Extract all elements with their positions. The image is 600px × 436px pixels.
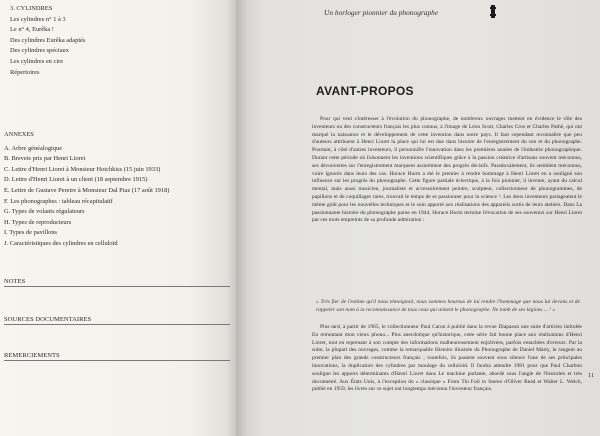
toc-item: 3. CYLINDRES [10,5,53,12]
toc-item: Répertoires [10,68,40,76]
toc-item: Le n° 4, Eurêka ! [10,26,54,34]
annex-item: D. Lettre d'Henri Lioret à un client (18 septembre 1915) [4,176,148,184]
page-number: 11 [588,372,595,379]
paragraph-1-text: Pour qui veut s'intéresser à l'évolution du phonographe, de nombreux ouvrages mettent en évidence le rôle des inventeurs ou des constructeurs français les plus connus, à l'image de Léon Scott, Charles Cros et Charles Pathé, qui ont marqué la naissance et le développement de cette invention dans notre pays. Il faut cependant reconnaître que peu d'auteurs attribuent à Henri Lioret la place qui lui est due dans histoire de l'enregistrement du son et du phonographe. Pourtant, à côté d'autres inventeurs, il personnifie l'innovation dans les premières années de l'industrie phonographique. Durant cette période où foisonnent les inventions scientifiques grâce à la passion créatrice d'artisans souvent méconnus, ses découvertes sur l'enregistrement marquent assurément des progrès décisifs. Paradoxalement, ils semblent méconnus, voire ignorés dans leurs des cas. Horace Hurm a été le premier à rendre hommage à Henri Lioret en a souligné son influence sur les progrès du phonographe. Cette figure partiale éclectique, à la fois pionnier, il invente, ayant du calcul mental, mais aussi musicien, journaliste et accessoirement peintre, sculpteur, collectionneur de phonogrammes, de papillons et de coquillages rares, trouvait le temps de se passionner pour la science ¹. Les deux inventeurs partageaient le même goût pour les nouvelles techniques et le soin apporté aux réalisations des appareils sortis de leurs ateliers. Dans La passionnante histoire du phonographe parue en 1944, Horace Hurm termine l'évocation de ses souvenirs sur Henri Lioret par ces mots empreints de sa profonde admiration : [312,116,582,224]
toc-item: Les cylindres en cire [10,57,64,65]
running-header: Un horloger pionnier du phonographe [324,8,439,17]
paragraph-2 [312,324,582,394]
annex-item: G. Types de volants régulateurs [4,208,85,216]
annex-item: A. Arbre généalogique [4,144,63,152]
table-of-contents-cylindres [10,4,85,78]
notes-heading: NOTES [4,278,26,285]
quote-block: « Très fier de l'estime qu'il nous témoignait, nous sommes heureux de lui rendre l'hommage que nous lui devons et de rappeler son nom à la reconnaissance de tous ceux qui aiment le phonographe. Ne tomb de ses légions ... ² » [316,299,580,313]
toc-item: Les cylindres n° 1 à 3 [10,15,66,23]
chapter-title: AVANT-PROPOS [316,84,414,98]
toc-item: Des cylindres spéciaux [10,47,69,55]
divider [4,324,230,325]
annex-item: H. Types de reproducteurs [4,218,72,226]
annex-item: F. Les phonographes : tableau récapitulatif [4,197,113,205]
annex-item: I. Types de pavillons [4,229,58,237]
annex-item: B. Brevets pris par Henri Lioret [4,155,86,163]
divider [4,360,230,361]
book-emblem-icon [490,5,496,18]
annex-item: J. Caractéristiques des cylindres en celluloïd [4,239,118,247]
right-page [236,0,600,436]
paragraph-1 [312,116,582,225]
annexes-heading: ANNEXES [4,131,34,138]
acknowledgements-heading: REMERCIEMENTS [4,352,60,359]
annexes-list [4,130,169,250]
paragraph-2-text: Plus tard, à partir de 1965, le collectionneur Paul Caron à publié dans la revue Diapason une suite d'articles intitulée En remontant mon vieux phono... Plus anecdotique qu'historique, cette série fait bonne place aux réalisations d'Henri Lioret, tout en reprenant à son compte des informations malheureusement enjolivées, parfois entachées d'erreurs. Par la suite, la plupart des ouvrages, comme la remarquable Histoire illustrée du Phonographe de Daniel Marty, le rangent au premier plan des grands constructeurs français ; toutefois, ils passent souvent sous silence l'une de ses principales innovations, la duplication des cylindres par moulage du celluloïd. Il faudra attendre 1981 pour que Paul Charbon souligne les apports déterminants d'Henri Lioret dans Le machine parlante, abordé sous l'angle de l'historien et très documenté. Aux États Unis, à l'exception du « classique » From Tin Foil to Stereo d'Oliver Read et Walter L. Welch, publié en 1959, les livres sur ce sujet ont longtemps méconnu l'inventeur français. [312,324,582,393]
divider [4,286,230,287]
toc-item: Des cylindres Eurêka adaptés [10,36,86,44]
sources-heading: SOURCES DOCUMENTAIRES [4,316,92,323]
left-page [0,0,236,436]
annex-item: E. Lettre de Gustave Pereire à Monsieur Dal Piaz (17 août 1918) [4,186,170,194]
annex-item: C. Lettre d'Henri Lioret à Monsieur Hotchkiss (15 juin 1933) [4,165,161,173]
